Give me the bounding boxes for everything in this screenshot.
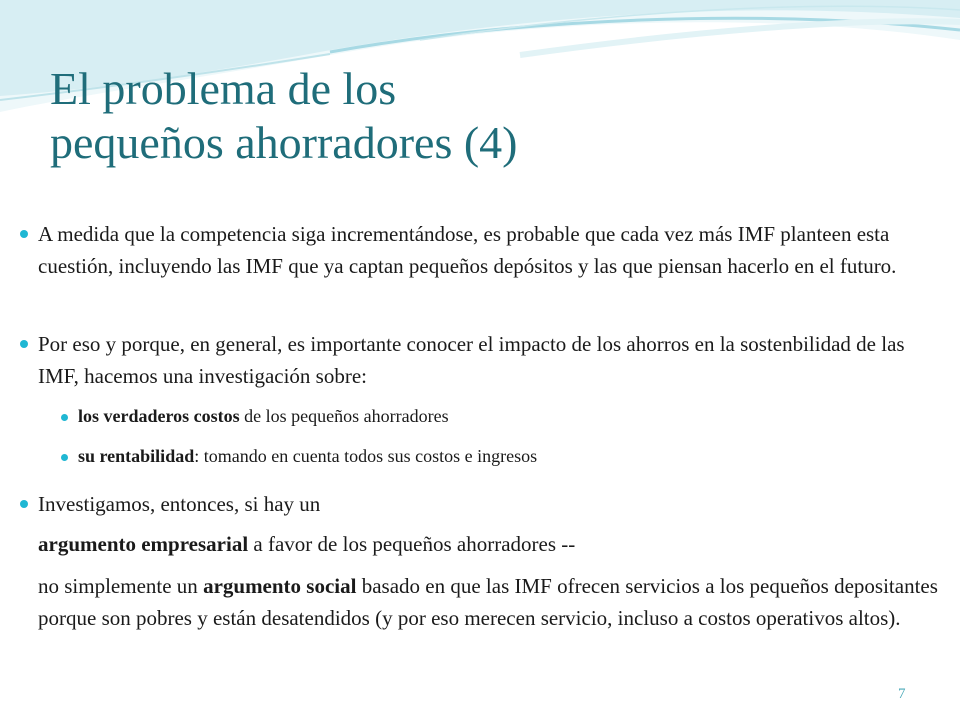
bullet-1: A medida que la competencia siga incrementándose, es probable que cada vez más IMF planteen esta cuestión, incluyendo las IMF que ya captan pequeños depósitos y las que piensan hacerlo en el futuro. <box>38 222 897 278</box>
sub-bullet-dot <box>61 454 68 461</box>
sub-bullet-dot <box>61 414 68 421</box>
bullet-3-line-3-bold: argumento social <box>203 574 357 598</box>
sub-bullet-1 <box>78 402 938 430</box>
bullet-dot <box>20 230 28 238</box>
slide-title <box>50 62 910 170</box>
sub-bullet-2 <box>78 442 938 470</box>
bullet-3-line-3-pre: no simplemente un <box>38 574 204 598</box>
bullet-3-bold: argumento empresarial <box>38 532 249 556</box>
sub-bullet-1-text: de los pequeños ahorradores <box>239 406 449 426</box>
bullet-2: Por eso y porque, en general, es importante conocer el impacto de los ahorros en la sostenbilidad de las IMF, hacemos una investigación sobre: <box>38 332 905 388</box>
sub-bullet-1-bold: los verdaderos costos <box>78 406 240 426</box>
bullet-3-line-2-text: a favor de los pequeños ahorradores -- <box>248 532 576 556</box>
title-line-2: pequeños ahorradores (4) <box>50 117 518 168</box>
bullet-3-line-3-text: basado en que las IMF ofrecen servicios a los pequeños depositantes porque son pobres y están desatendidos (y por eso merecen servicio, incluso a costos operativos altos). <box>38 574 938 630</box>
bullet-dot <box>20 500 28 508</box>
bullet-3-line-1: Investigamos, entonces, si hay un <box>38 492 321 516</box>
title-line-1: El problema de los <box>50 63 397 114</box>
bullet-3-line-3 <box>38 570 950 634</box>
sub-bullet-2-bold: su rentabilidad <box>78 446 195 466</box>
slide-number: 7 <box>898 686 906 702</box>
bullet-dot <box>20 340 28 348</box>
sub-bullet-2-text: : tomando en cuenta todos sus costos e ingresos <box>194 446 538 466</box>
bullet-3-line-2 <box>38 528 950 560</box>
